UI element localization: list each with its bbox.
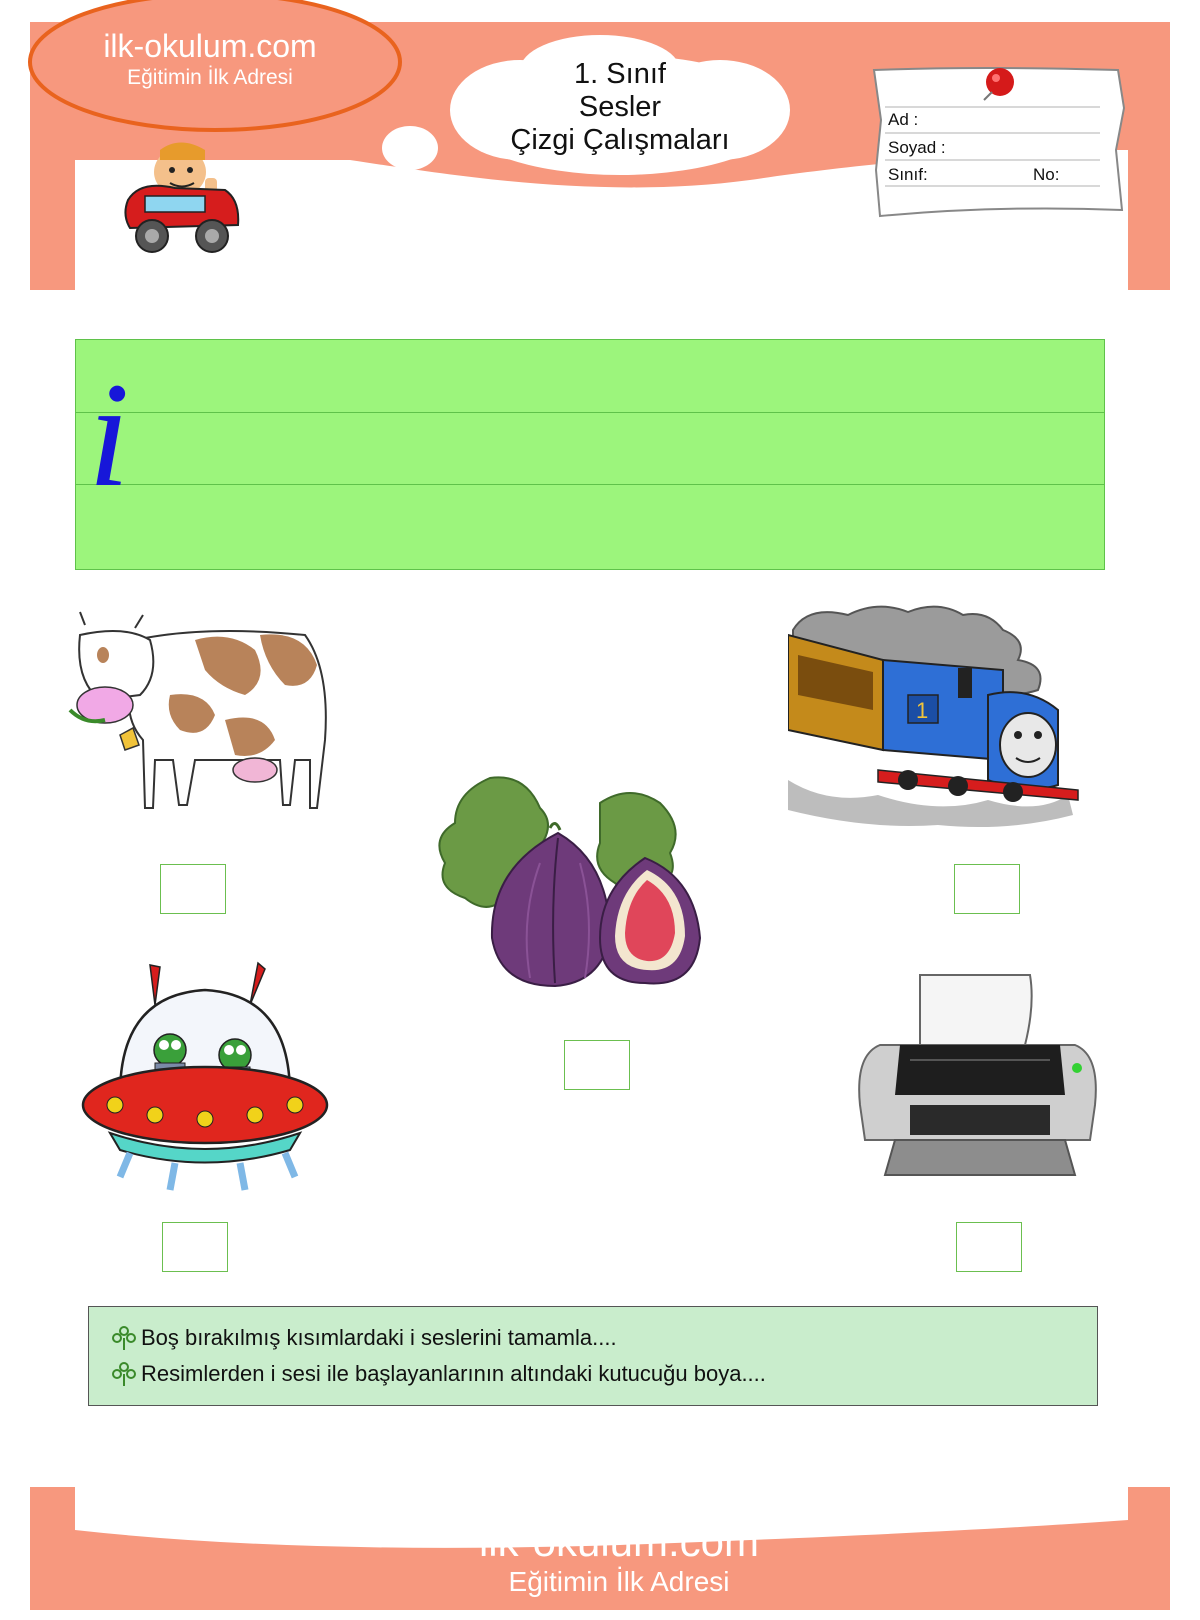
instruction-item bbox=[111, 1361, 766, 1387]
fig-icon bbox=[430, 768, 720, 998]
clover-bullet-icon bbox=[111, 1361, 137, 1387]
instruction-text-color: Resimlerden i sesi ile başlayanlarının altındaki kutucuğu boya.... bbox=[141, 1361, 766, 1386]
class-label: Sınıf: bbox=[888, 165, 928, 184]
footer-site-tagline: Eğitimin İlk Adresi bbox=[508, 1566, 730, 1597]
number-label: No: bbox=[1033, 165, 1060, 184]
title-line-topic: Sesler bbox=[578, 91, 662, 123]
name-label: Ad : bbox=[888, 110, 919, 129]
handwriting-practice-area[interactable] bbox=[75, 339, 1105, 570]
answer-box-fig[interactable] bbox=[564, 1040, 630, 1090]
answer-box-ufo[interactable] bbox=[162, 1222, 228, 1272]
site-logo-name[interactable]: ilk-okulum.com bbox=[103, 28, 317, 64]
site-logo-tagline: Eğitimin İlk Adresi bbox=[127, 66, 293, 89]
answer-box-printer[interactable] bbox=[956, 1222, 1022, 1272]
clover-bullet-icon bbox=[111, 1325, 137, 1351]
train-icon bbox=[788, 600, 1088, 835]
ufo-icon bbox=[80, 955, 350, 1205]
worksheet-title bbox=[470, 58, 770, 157]
answer-box-cow[interactable] bbox=[160, 864, 226, 914]
guide-line-top bbox=[76, 412, 1104, 413]
title-line-grade: 1. Sınıf bbox=[574, 58, 666, 90]
answer-box-train[interactable] bbox=[954, 864, 1020, 914]
instruction-text-complete: Boş bırakılmış kısımlardaki i seslerini tamamla.... bbox=[141, 1325, 617, 1350]
instruction-item bbox=[111, 1325, 617, 1351]
footer-site-name[interactable]: ilk-okulum.com bbox=[478, 1518, 760, 1565]
printer-icon bbox=[850, 965, 1110, 1195]
svg-text:1: 1 bbox=[916, 698, 929, 723]
model-letter: i bbox=[88, 352, 130, 518]
instructions-box bbox=[88, 1306, 1098, 1406]
surname-label: Soyad : bbox=[888, 138, 946, 157]
guide-line-base bbox=[76, 484, 1104, 485]
cow-icon bbox=[55, 610, 335, 820]
title-line-activity: Çizgi Çalışmaları bbox=[510, 124, 730, 156]
